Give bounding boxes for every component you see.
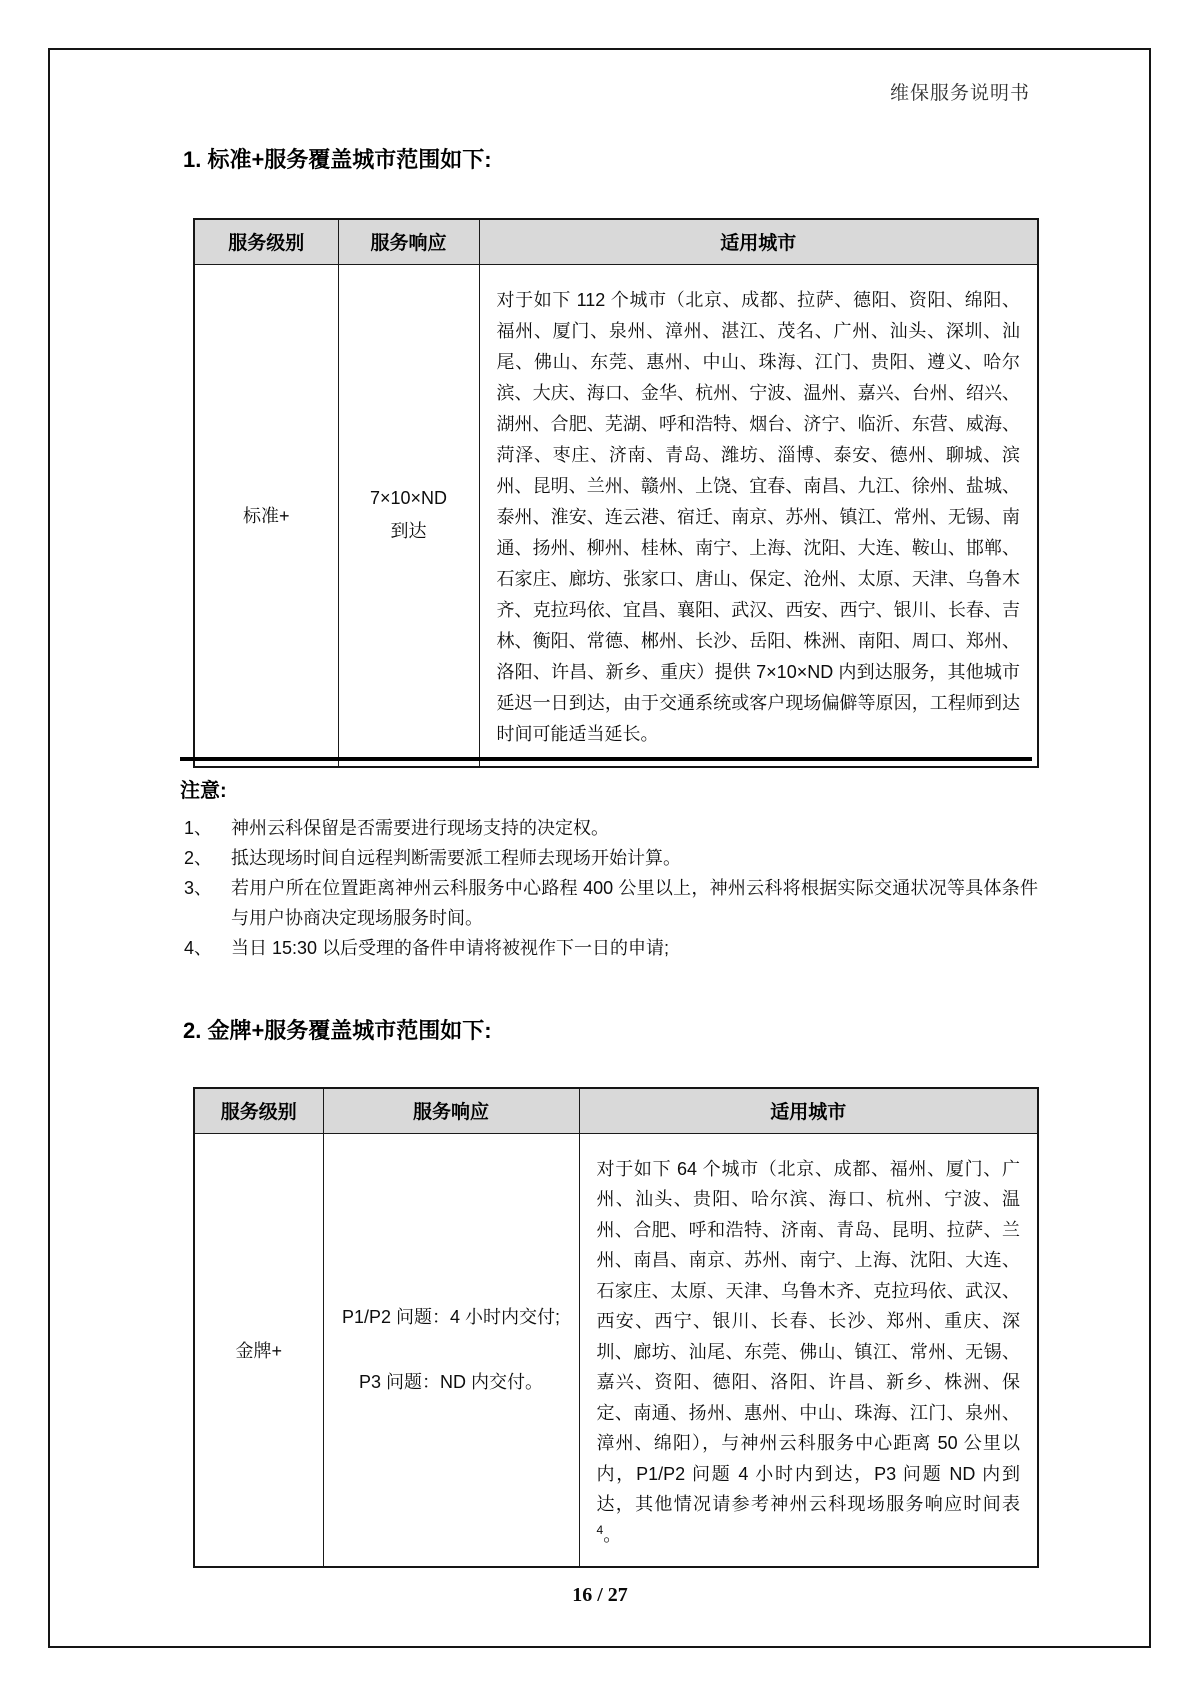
col-header-applicable-cities: 适用城市: [579, 1088, 1038, 1133]
response-line: 7×10×ND: [369, 488, 448, 508]
note-number: 3、: [184, 878, 213, 898]
table-header-row: [194, 219, 1038, 264]
col-header-service-level: 服务级别: [194, 1088, 323, 1133]
note-number: 4、: [184, 938, 213, 958]
service-level-cell: 标准+: [194, 264, 338, 767]
note-number: 1、: [184, 818, 213, 838]
section2-title: 2. 金牌+服务覆盖城市范围如下:: [183, 1018, 492, 1043]
applicable-cities-cell: [579, 1133, 1038, 1567]
note-item: [184, 933, 1038, 963]
gold-plus-table: [193, 1087, 1039, 1568]
col-header-service-level: 服务级别: [194, 219, 338, 264]
applicable-cities-cell: 对于如下 112 个城市（北京、成都、拉萨、德阳、资阳、绵阳、福州、厦门、泉州、漳州、湛江、茂名、广州、汕头、深圳、汕尾、佛山、东莞、惠州、中山、珠海、江门、贵阳、遵义、哈尔滨、大庆、海口、金华、杭州、宁波、温州、嘉兴、台州、绍兴、湖州、合肥、芜湖、呼和浩特、烟台、济宁、临沂、东营、威海、菏泽、枣庄、济南、青岛、潍坊、淄博、泰安、德州、聊城、滨州、昆明、兰州、赣州、上饶、宜春、南昌、九江、徐州、盐城、泰州、淮安、连云港、宿迁、南京、苏州、镇江、常州、无锡、南通、扬州、柳州、桂林、南宁、上海、沈阳、大连、鞍山、邯郸、石家庄、廊坊、张家口、唐山、保定、沧州、太原、天津、乌鲁木齐、克拉玛依、宜昌、襄阳、武汉、西安、西宁、银川、长春、吉林、衡阳、常德、郴州、长沙、岳阳、株洲、南阳、周口、郑州、洛阳、许昌、新乡、重庆）提供 7×10×ND 内到达服务，其他城市延迟一日到达，由于交通系统或客户现场偏僻等原因，工程师到达时间可能适当延长。: [479, 264, 1038, 767]
col-header-service-response: 服务响应: [338, 219, 479, 264]
table-header-row: [194, 1088, 1038, 1133]
table-row: [194, 1133, 1038, 1567]
cities-text: 对于如下 64 个城市（北京、成都、福州、厦门、广州、汕头、贵阳、哈尔滨、海口、杭州、宁波、温州、合肥、呼和浩特、济南、青岛、昆明、拉萨、兰州、南昌、南京、苏州、南宁、上海、沈阳、大连、石家庄、太原、天津、乌鲁木齐、克拉玛依、武汉、西安、西宁、银川、长春、长沙、郑州、重庆、深圳、廊坊、汕尾、东莞、佛山、镇江、常州、无锡、嘉兴、资阳、德阳、洛阳、许昌、新乡、株洲、保定、南通、扬州、惠州、中山、珠海、江门、泉州、漳州、绵阳），与神州云科服务中心距离 50 公里以内，P1/P2 问题 4 小时内到达，P3 问题 ND 内到达，其他情况请参考神州云科现场服务响应时间表: [596, 1158, 1020, 1514]
note-number: 2、: [184, 848, 213, 868]
service-level-cell: 金牌+: [194, 1133, 323, 1567]
note-text: 若用户所在位置距离神州云科服务中心路程 400 公里以上，神州云科将根据实际交通状况等具体条件与用户协商决定现场服务时间。: [231, 878, 1038, 928]
doc-header: 维保服务说明书: [889, 83, 1030, 104]
notes-title: 注意:: [180, 780, 227, 802]
cities-text-end: 。: [603, 1524, 622, 1545]
note-item: [184, 843, 1038, 873]
service-response-cell: [338, 264, 479, 767]
col-header-applicable-cities: 适用城市: [479, 219, 1038, 264]
response-line: 到达: [390, 521, 427, 541]
note-text: 神州云科保留是否需要进行现场支持的决定权。: [231, 818, 609, 838]
section1-title: 1. 标准+服务覆盖城市范围如下:: [183, 147, 492, 172]
note-text: 抵达现场时间自远程判断需要派工程师去现场开始计算。: [231, 848, 681, 868]
response-p3: P3 问题：ND 内交付。: [358, 1371, 544, 1392]
table-row: [194, 264, 1038, 767]
note-item: [184, 873, 1038, 933]
response-p1-p2: P1/P2 问题：4 小时内交付;: [341, 1306, 561, 1327]
service-response-cell: [323, 1133, 579, 1567]
note-item: [184, 813, 1038, 843]
section-divider-line: [180, 757, 1032, 761]
notes-list: [184, 813, 1038, 963]
page-number: 16 / 27: [572, 1584, 628, 1606]
note-text: 当日 15:30 以后受理的备件申请将被视作下一日的申请;: [231, 938, 670, 958]
footnote-marker: 4: [596, 1522, 604, 1537]
standard-plus-table: [193, 218, 1039, 768]
col-header-service-response: 服务响应: [323, 1088, 579, 1133]
